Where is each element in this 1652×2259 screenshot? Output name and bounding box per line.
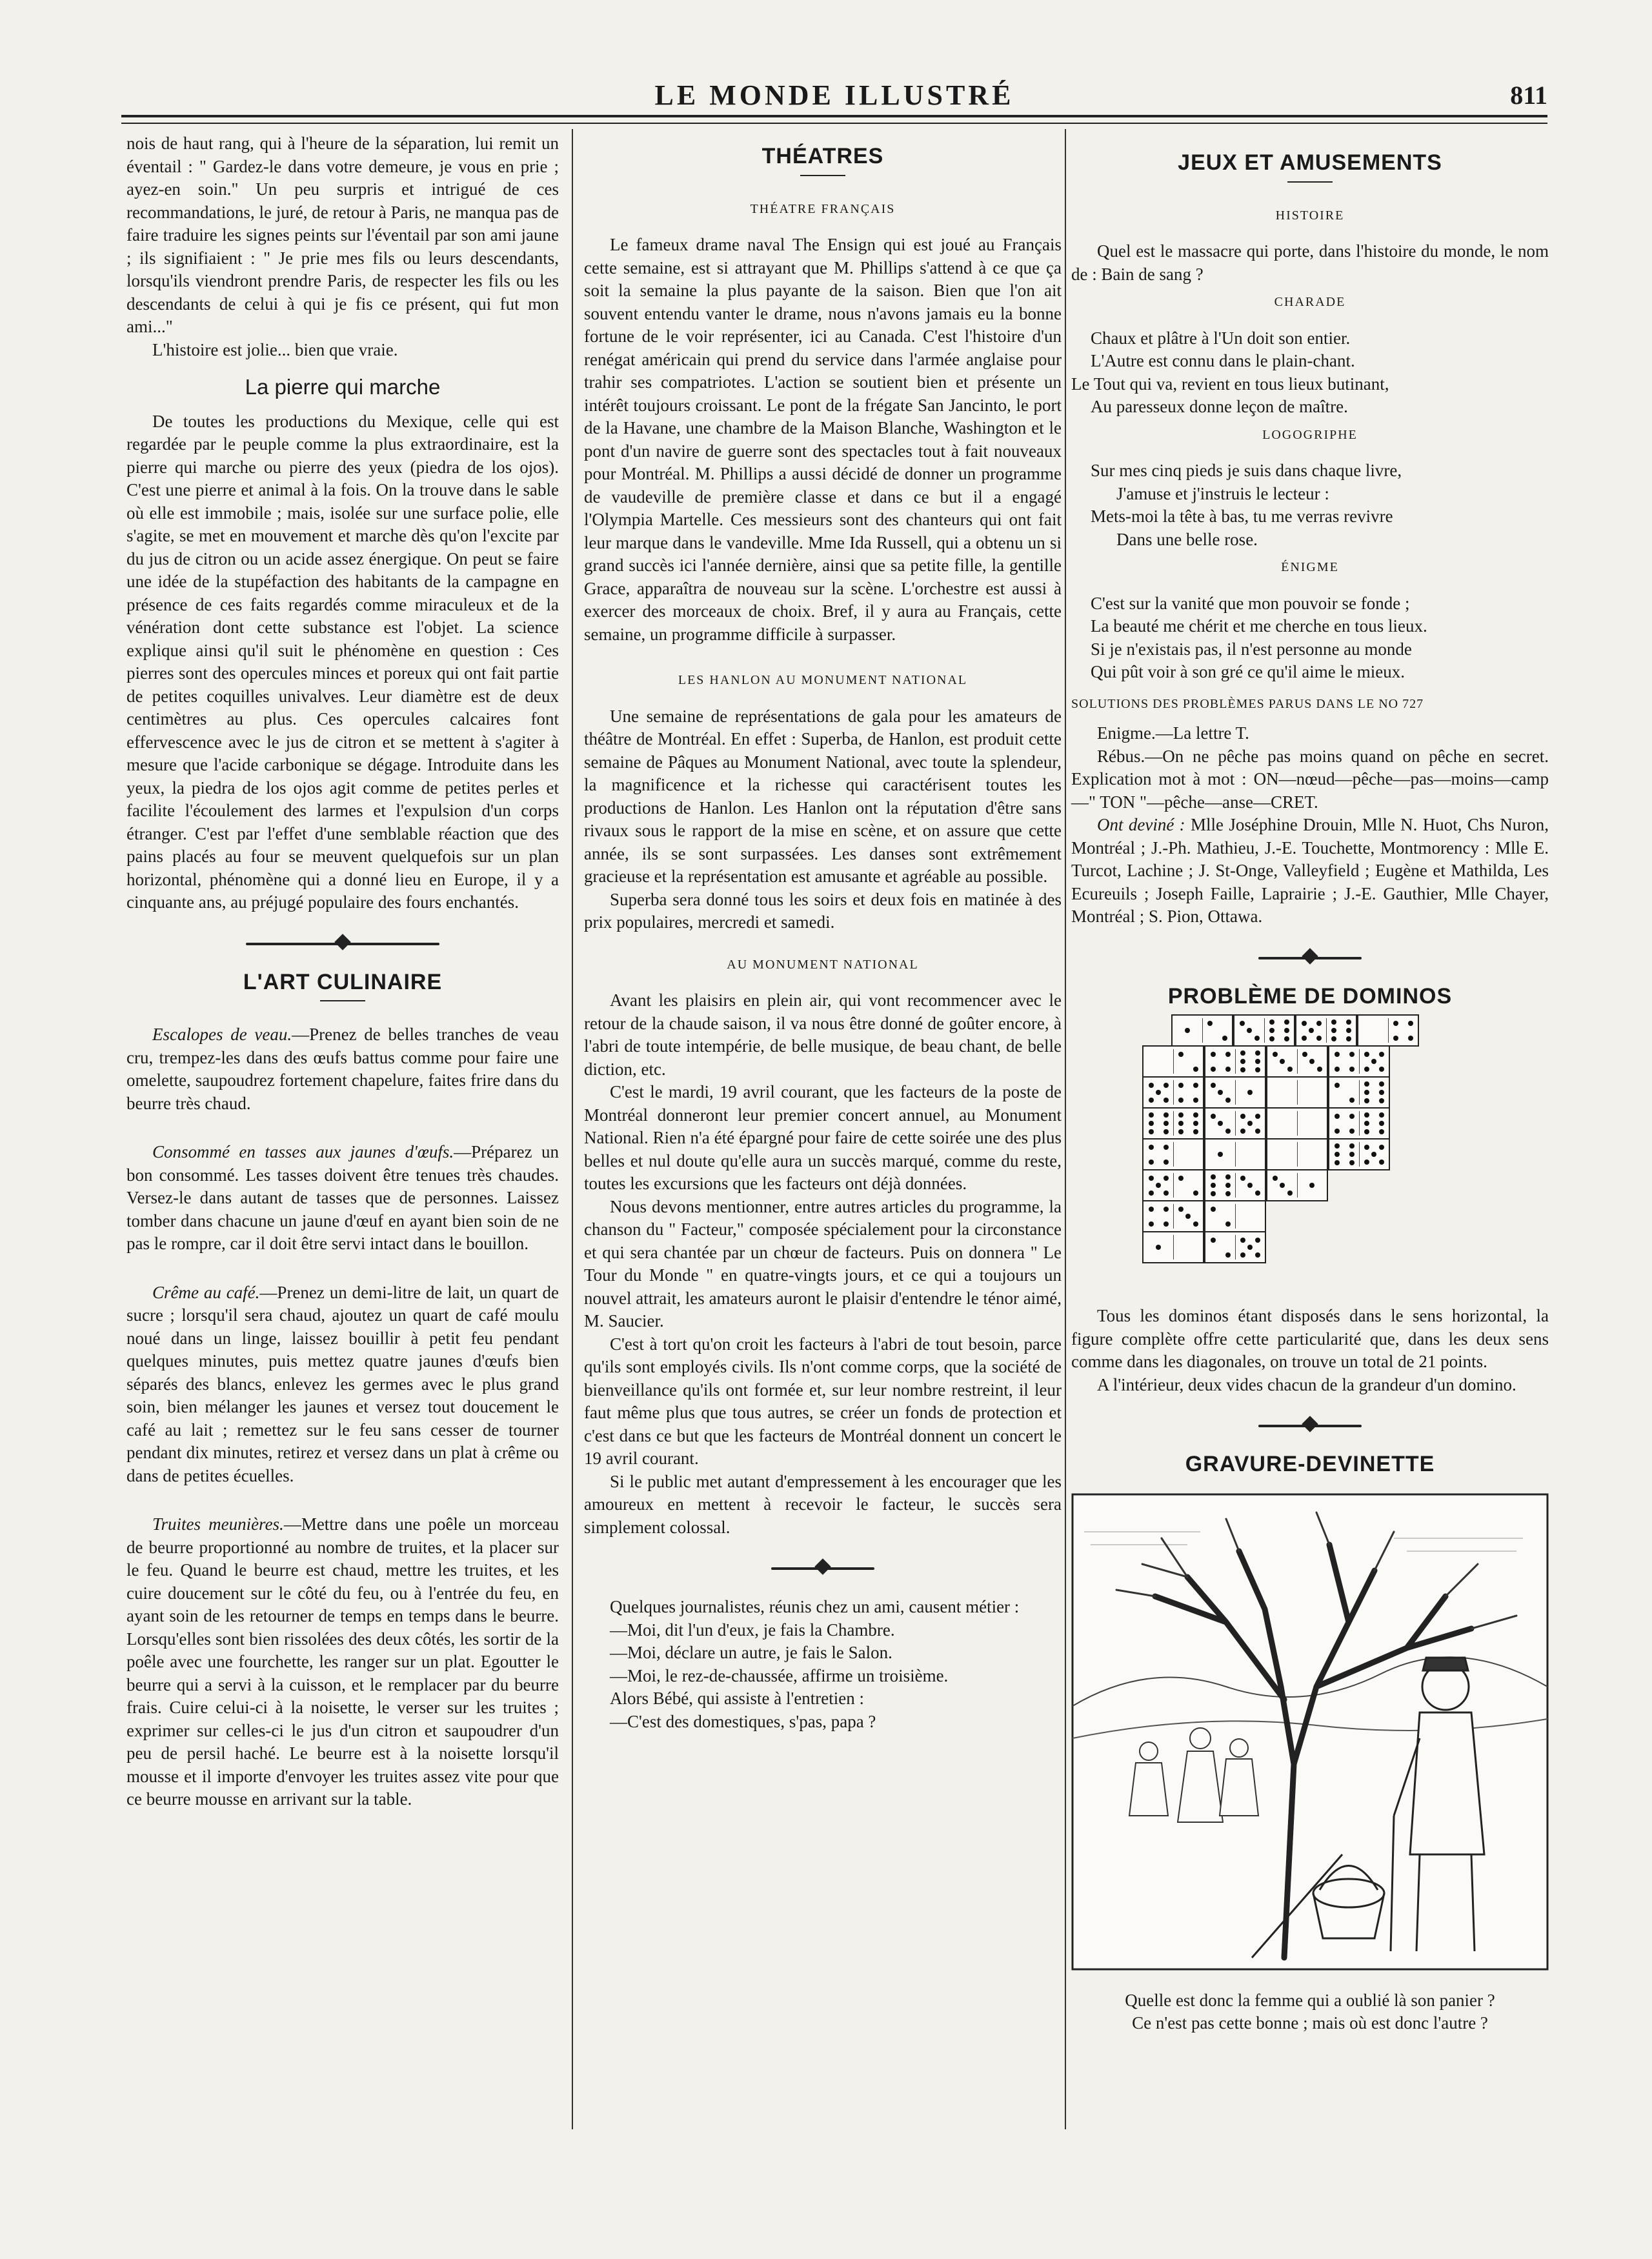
domino-tile [1204,1045,1266,1078]
domino-tile [1142,1231,1204,1263]
domino-tile [1142,1200,1204,1232]
charade-heading: CHARADE [1274,295,1346,309]
devine-label: Ont deviné : [1097,815,1185,834]
domino-tile [1328,1076,1390,1109]
domino-tile [1266,1169,1328,1201]
devine-list [1071,814,1549,929]
pierre-text: De toutes les productions du Mexique, celle qui est regardée par le peuple comme la plus extraordinaire, est la pierre qui marche ou pierre des yeux (piedra de los ojos). C'est une pierre et animal à la fois. On la trouve dans le sable où elle est immobile ; mais, isolée sur une surface polie, elle s'agite, se met en mouvement et marche dès qu'on l'excite par du jus de citron ou un acide assez énergique. On peut se faire une idée de la stupéfaction des habitants de la campagne en présence de ces faits regardés comme miraculeux et de la vénération dont cette substance est l'objet. La science explique ainsi qu'il suit le phénomène en question : Ces pierres sont des opercules minces et poreux qui ont fait partie de petites coquilles univalves. Leur diamètre est de deux centimètres au plus. Ces opercules calcaires font effervescence avec le jus de citron et se mettent à s'agiter à mesure que l'acide carbonique se dégage. Introduite dans les yeux, la piedra de los ojos agit comme de petites perles et facilite l'écoulement des larmes et l'expulsion d'un corps étranger. C'est par l'effet d'une semblable réaction que des pains placés au four se meuvent quelquefois sur un plan horizontal, phénomène qui a donné lieu en Europe, il y a cinquante ans, au préjugé populaire des fours enchantés. [126,411,559,912]
theatres-rule [800,175,845,176]
recipe-truites [126,1513,559,1811]
monument-para: C'est à tort qu'on croit les facteurs à l'abri de tout besoin, parce qu'ils sont employés civils. Ils n'ont comme corps, que la société de bienveillance qu'ils ont formée et, sur leur nombre restreint, il leur faut même plus que tous autres, se créer un fonds de protection et c'est dans ce but que les facteurs de Montréal donnent un concert le 19 avril courant. [584,1334,1062,1468]
histoire-heading: HISTOIRE [1275,208,1345,223]
verse-line: Mets-moi la tête à bas, tu me verras revivre [1091,507,1393,526]
solution-rebus: Rébus.—On ne pêche pas moins quand on pêche en secret. Explication mot à mot : ON—nœud—pêche—pas—moins—camp—" TON "—pêche—anse—CRET. [1071,746,1549,812]
domino-tile [1142,1076,1204,1109]
theatre-francais-text: Le fameux drame naval The Ensign qui est joué au Français cette semaine, est si attrayant que M. Phillips s'attend à ce que ça soit la semaine la plus payante de la saison. Bien que l'on ait souvent entendu vanter le drame, nous n'avons jamais eu la bonne fortune de le voir représenter, ici au Canada. C'est l'histoire d'un renégat américain qui prend du service dans l'armée anglaise pour trahir ses compatriotes. L'action se soutient bien et présente un intérêt toujours croissant. Le pont de la frégate San Jancinto, le port de la Havane, une chambre de la Maison Blanche, Washington et le pont d'un navire de guerre sont des spectacles tout à fait nouveaux pour Montréal. M. Phillips a aussi décidé de donner un programme de vaudeville de première classe et dans ce but il a engagé l'Olympia Martelle. Ces messieurs sont des chanteurs qui ont fait leur marque dans le vandeville. Mme Ida Russell, qui a obtenu un si grand succès ici l'année dernière, ainsi que sa petite fille, la gentille Grace, apparaîtra de nouveau sur la scène. L'orchestre est aussi à exercer des morceaux de choix. Bref, il y aura au Français, cette semaine, un programme difficile à surpasser. [584,235,1062,644]
recipe-text: —Mettre dans une poêle un morceau de beurre proportionné au nombre de truites, et la placer sur le feu. Quand le beurre est chaud, mettre les truites, et les cuire doucement sur le côté du feu, ou à l'entrée du feu, en ayant soin de les retourner de temps en temps dans le beurre. Lorsqu'elles sont bien rissolées des deux côtés, les sortir de la poêle avec une fourchette, les ranger sur un plat. Egoutter le beurre qui a servi à la cuisson, et le remplacer par du beurre frais. Cuire celui-ci à la noisette, le verser sur les truites ; exprimer sur celles-ci le jus d'un citron et saupoudrer d'un peu de persil haché. Le beurre est à la noisette lorsqu'il mousse et il importe d'envoyer les truites assez vite pour que ce beurre mousse en arrivant sur la table. [126,1514,559,1809]
solution-enigme: Enigme.—La lettre T. [1097,723,1249,743]
monument-heading: AU MONUMENT NATIONAL [727,957,919,972]
dominos-text-2: A l'intérieur, deux vides chacun de la grandeur d'un domino. [1097,1374,1516,1394]
domino-tile [1204,1076,1266,1109]
verse-line: Dans une belle rose. [1116,529,1258,549]
intro-paragraph: nois de haut rang, qui à l'heure de la séparation, lui remit un éventail : " Gardez-le dans votre demeure, je vous en prie ; ayez-en soin." Un peu surpris et intrigué de ces recommandations, le juré, de retour à Paris, ne manqua pas de faire traduire les signes peints sur l'éventail par son ami jaune ; ils signifiaient : " Je prie mes fils ou leurs descendants, lorsqu'ils viendront prendre Paris, de respecter les fils ou les descendants de celui à qui je fis ce présent, qui fut mon ami..." [126,134,559,336]
joke-line: —Moi, dit l'un d'eux, je fais la Chambre. [610,1620,895,1640]
domino-tile [1204,1107,1266,1140]
recipe-name: Crême au café. [152,1282,260,1302]
domino-tile [1204,1169,1266,1201]
pierre-title: La pierre qui marche [245,375,441,399]
jeux-rule [1287,181,1333,183]
domino-tile [1266,1107,1328,1140]
recipe-name: Consommé en tasses aux jaunes d'œufs. [152,1142,454,1161]
domino-tile [1142,1138,1204,1170]
monument-para: Si le public met autant d'empressement à les encourager que les amoureux en mettent à recevoir le facteur, le succès sera simplement colossal. [584,1471,1062,1537]
monument-para: C'est le mardi, 19 avril courant, que les facteurs de la poste de Montréal donneront leur premier concert annuel, au Monument National. Rien n'a été épargné pour faire de cette soirée une des plus belles et nul doute qu'elle aura un succès marqué, comme du reste, toutes les excursions que les facteurs ont déjà données. [584,1082,1062,1193]
verse-line: Au paresseux donne leçon de maître. [1091,397,1348,416]
verse-line: L'Autre est connu dans le plain-chant. [1091,351,1355,370]
domino-tile [1204,1138,1266,1170]
section-ornament [584,1561,1062,1576]
verse-line: J'amuse et j'instruis le lecteur : [1116,483,1329,503]
domino-tile [1142,1107,1204,1140]
histoire-text: Quel est le massacre qui porte, dans l'histoire du monde, le nom de : Bain de sang ? [1071,241,1549,284]
domino-tile [1204,1231,1266,1263]
domino-tile [1266,1138,1328,1170]
column-divider-2 [1065,129,1066,2129]
gravure-title: GRAVURE-DEVINETTE [1185,1452,1435,1476]
culinaire-rule [320,1000,365,1001]
recipe-name: Escalopes de veau. [152,1025,292,1044]
domino-tile [1171,1014,1233,1047]
joke-line: —Moi, le rez-de-chaussée, affirme un troisième. [610,1665,949,1685]
dominos-text: Tous les dominos étant disposés dans le sens horizontal, la figure complète offre cette particularité que, dans les deux sens comme dans les diagonales, on trouve un total de 21 points. [1071,1306,1549,1371]
page-number: 811 [1510,81,1547,110]
monument-para: Avant les plaisirs en plein air, qui vont recommencer avec le retour de la chaude saison, il va nous être donné de goûter encore, à l'abri de toute intempérie, de belle musique, de beau chant, de belle diction, etc. [584,990,1062,1079]
domino-tile [1328,1138,1390,1170]
gravure-caption-2: Ce n'est pas cette bonne ; mais où est donc l'autre ? [1132,2013,1488,2033]
verse-line: Si je n'existais pas, il n'est personne au monde [1091,639,1412,659]
column-left [126,132,559,1811]
recipe-name: Truites meunières. [152,1514,284,1534]
masthead-rule-thick [121,115,1547,117]
recipe-text: —Prenez de belles tranches de veau cru, trempez-les dans des œufs battus comme pour faire une omelette, saupoudrez fortement chapelure, faites frire dans du beurre très chaud. [126,1025,559,1113]
verse-line: Qui pût voir à son gré ce qu'il aime le mieux. [1091,662,1405,681]
joke-line: Quelques journalistes, réunis chez un ami, causent métier : [610,1597,1020,1616]
theatre-francais-heading: THÉATRE FRANÇAIS [750,201,896,216]
column-right [1071,132,1549,2034]
verse-line: Sur mes cinq pieds je suis dans chaque livre, [1091,461,1402,480]
domino-figure [1071,1014,1549,1285]
intro-closing: L'histoire est jolie... bien que vraie. [152,339,398,359]
domino-tile [1266,1076,1328,1109]
theatres-title: THÉATRES [761,144,884,168]
verse-line: Le Tout qui va, revient en tous lieux butinant, [1071,374,1389,394]
domino-tile [1295,1014,1357,1047]
recipe-creme [126,1281,559,1488]
section-ornament [126,936,559,952]
domino-tile [1142,1169,1204,1201]
culinaire-title: L'ART CULINAIRE [243,969,443,994]
domino-tile [1204,1200,1266,1232]
newspaper-title: LE MONDE ILLUSTRÉ [654,79,1014,111]
joke-line: Alors Bébé, qui assiste à l'entretien : [610,1689,865,1708]
joke-line: —Moi, déclare un autre, je fais le Salon. [610,1643,892,1662]
jeux-title: JEUX ET AMUSEMENTS [1178,150,1442,175]
domino-tile [1142,1045,1204,1078]
domino-tile [1328,1107,1390,1140]
gravure-caption-1: Quelle est donc la femme qui a oublié là son panier ? [1125,1991,1495,2010]
domino-tile [1357,1014,1419,1047]
verse-line: La beauté me chérit et me cherche en tous lieux. [1091,616,1427,636]
domino-tile [1266,1045,1328,1078]
dominos-title: PROBLÈME DE DOMINOS [1167,983,1453,1009]
devine-names: Mlle Joséphine Drouin, Mlle N. Huot, Chs Nuron, Montréal ; J.-Ph. Mathieu, J.-E. Touchette, Montmorency : Mlle E. Turcot, Lachine ; J. St-Onge, Valleyfield ; Eugène et Mathilda, Les Ecureuils ; Joseph Faille, Laprairie ; J.-E. Gauthier, Mlle Chayer, Montréal ; S. Pion, Ottawa. [1071,815,1549,926]
hanlon-heading: LES HANLON AU MONUMENT NATIONAL [678,673,968,687]
recipe-text: —Prenez un demi-litre de lait, un quart de sucre ; lorsqu'il sera chaud, ajoutez un quart de café moulu noué dans un linge, laissez bouillir à petit feu pendant quelques minutes, puis mettez quatre jaunes d'œufs bien séparés des blancs, enlevez les germes avec le plus grand soin, bien mélanger les jaunes et versez tout doucement le café au lait ; remettez sur le feu sans cesser de tourner pendant dix minutes, retirez et versez dans un plat à crême ou dans de petites écuelles. [126,1282,559,1485]
solutions-heading: SOLUTIONS DES PROBLÈMES PARUS DANS LE NO 727 [1071,696,1424,711]
enigme-verse [1071,592,1549,684]
logogriphe-heading: LOGOGRIPHE [1262,427,1358,442]
gravure-illustration [1071,1493,1549,1971]
section-ornament [1071,1418,1549,1434]
hanlon-text-2: Superba sera donné tous les soirs et deux fois en matinée à des prix populaires, mercredi et samedi. [584,889,1062,932]
section-ornament [1071,950,1549,966]
enigme-heading: ÉNIGME [1281,560,1339,574]
verse-line: C'est sur la vanité que mon pouvoir se fonde ; [1091,593,1410,613]
verse-line: Chaux et plâtre à l'Un doit son entier. [1091,328,1351,348]
recipe-escalopes [126,1023,559,1115]
column-middle [584,132,1062,1733]
recipe-text: —Préparez un bon consommé. Les tasses doivent être tenues très chaudes. Versez-le dans autant de tasses que de personnes. Laissez tomber dans chacune un jaune d'œuf en ayant bien soin de ne pas le rompre, car il doit être servi intact dans le bouillon. [126,1142,559,1253]
domino-tile [1328,1045,1390,1078]
domino-tile [1233,1014,1295,1047]
column-divider-1 [572,129,573,2129]
recipe-consomme [126,1141,559,1256]
logogriphe-verse [1071,459,1549,551]
masthead-rule-thin [121,123,1547,124]
hanlon-text: Une semaine de représentations de gala pour les amateurs de théâtre de Montréal. En effet : Superba, de Hanlon, est produit cette semaine de Pâques au Monument National, avec toute la splendeur, la magnificence et la richesse qui caractérisent toutes les productions de Hanlon. Les Hanlon ont la réputation d'être sans rivaux sous le rapport de la mise en scène, et on assure que cette année, ils se sont surpassées. Les danses sont extrêmement gracieuse et la représentation est amusante et agréable au possible. [584,706,1062,886]
charade-verse [1071,327,1549,419]
joke-line: —C'est des domestiques, s'pas, papa ? [610,1711,876,1731]
monument-para: Nous devons mentionner, entre autres articles du programme, la chanson du " Facteur," composée spécialement pour la circonstance et qui sera chantée par un chœur de facteurs. Puis on donnera " Le Tour du Monde " en quatre-vingts jours, et ce qui a toujours un nouvel attrait, les amateurs auront le plaisir d'entendre le ténor aimé, M. Saucier. [584,1196,1062,1330]
